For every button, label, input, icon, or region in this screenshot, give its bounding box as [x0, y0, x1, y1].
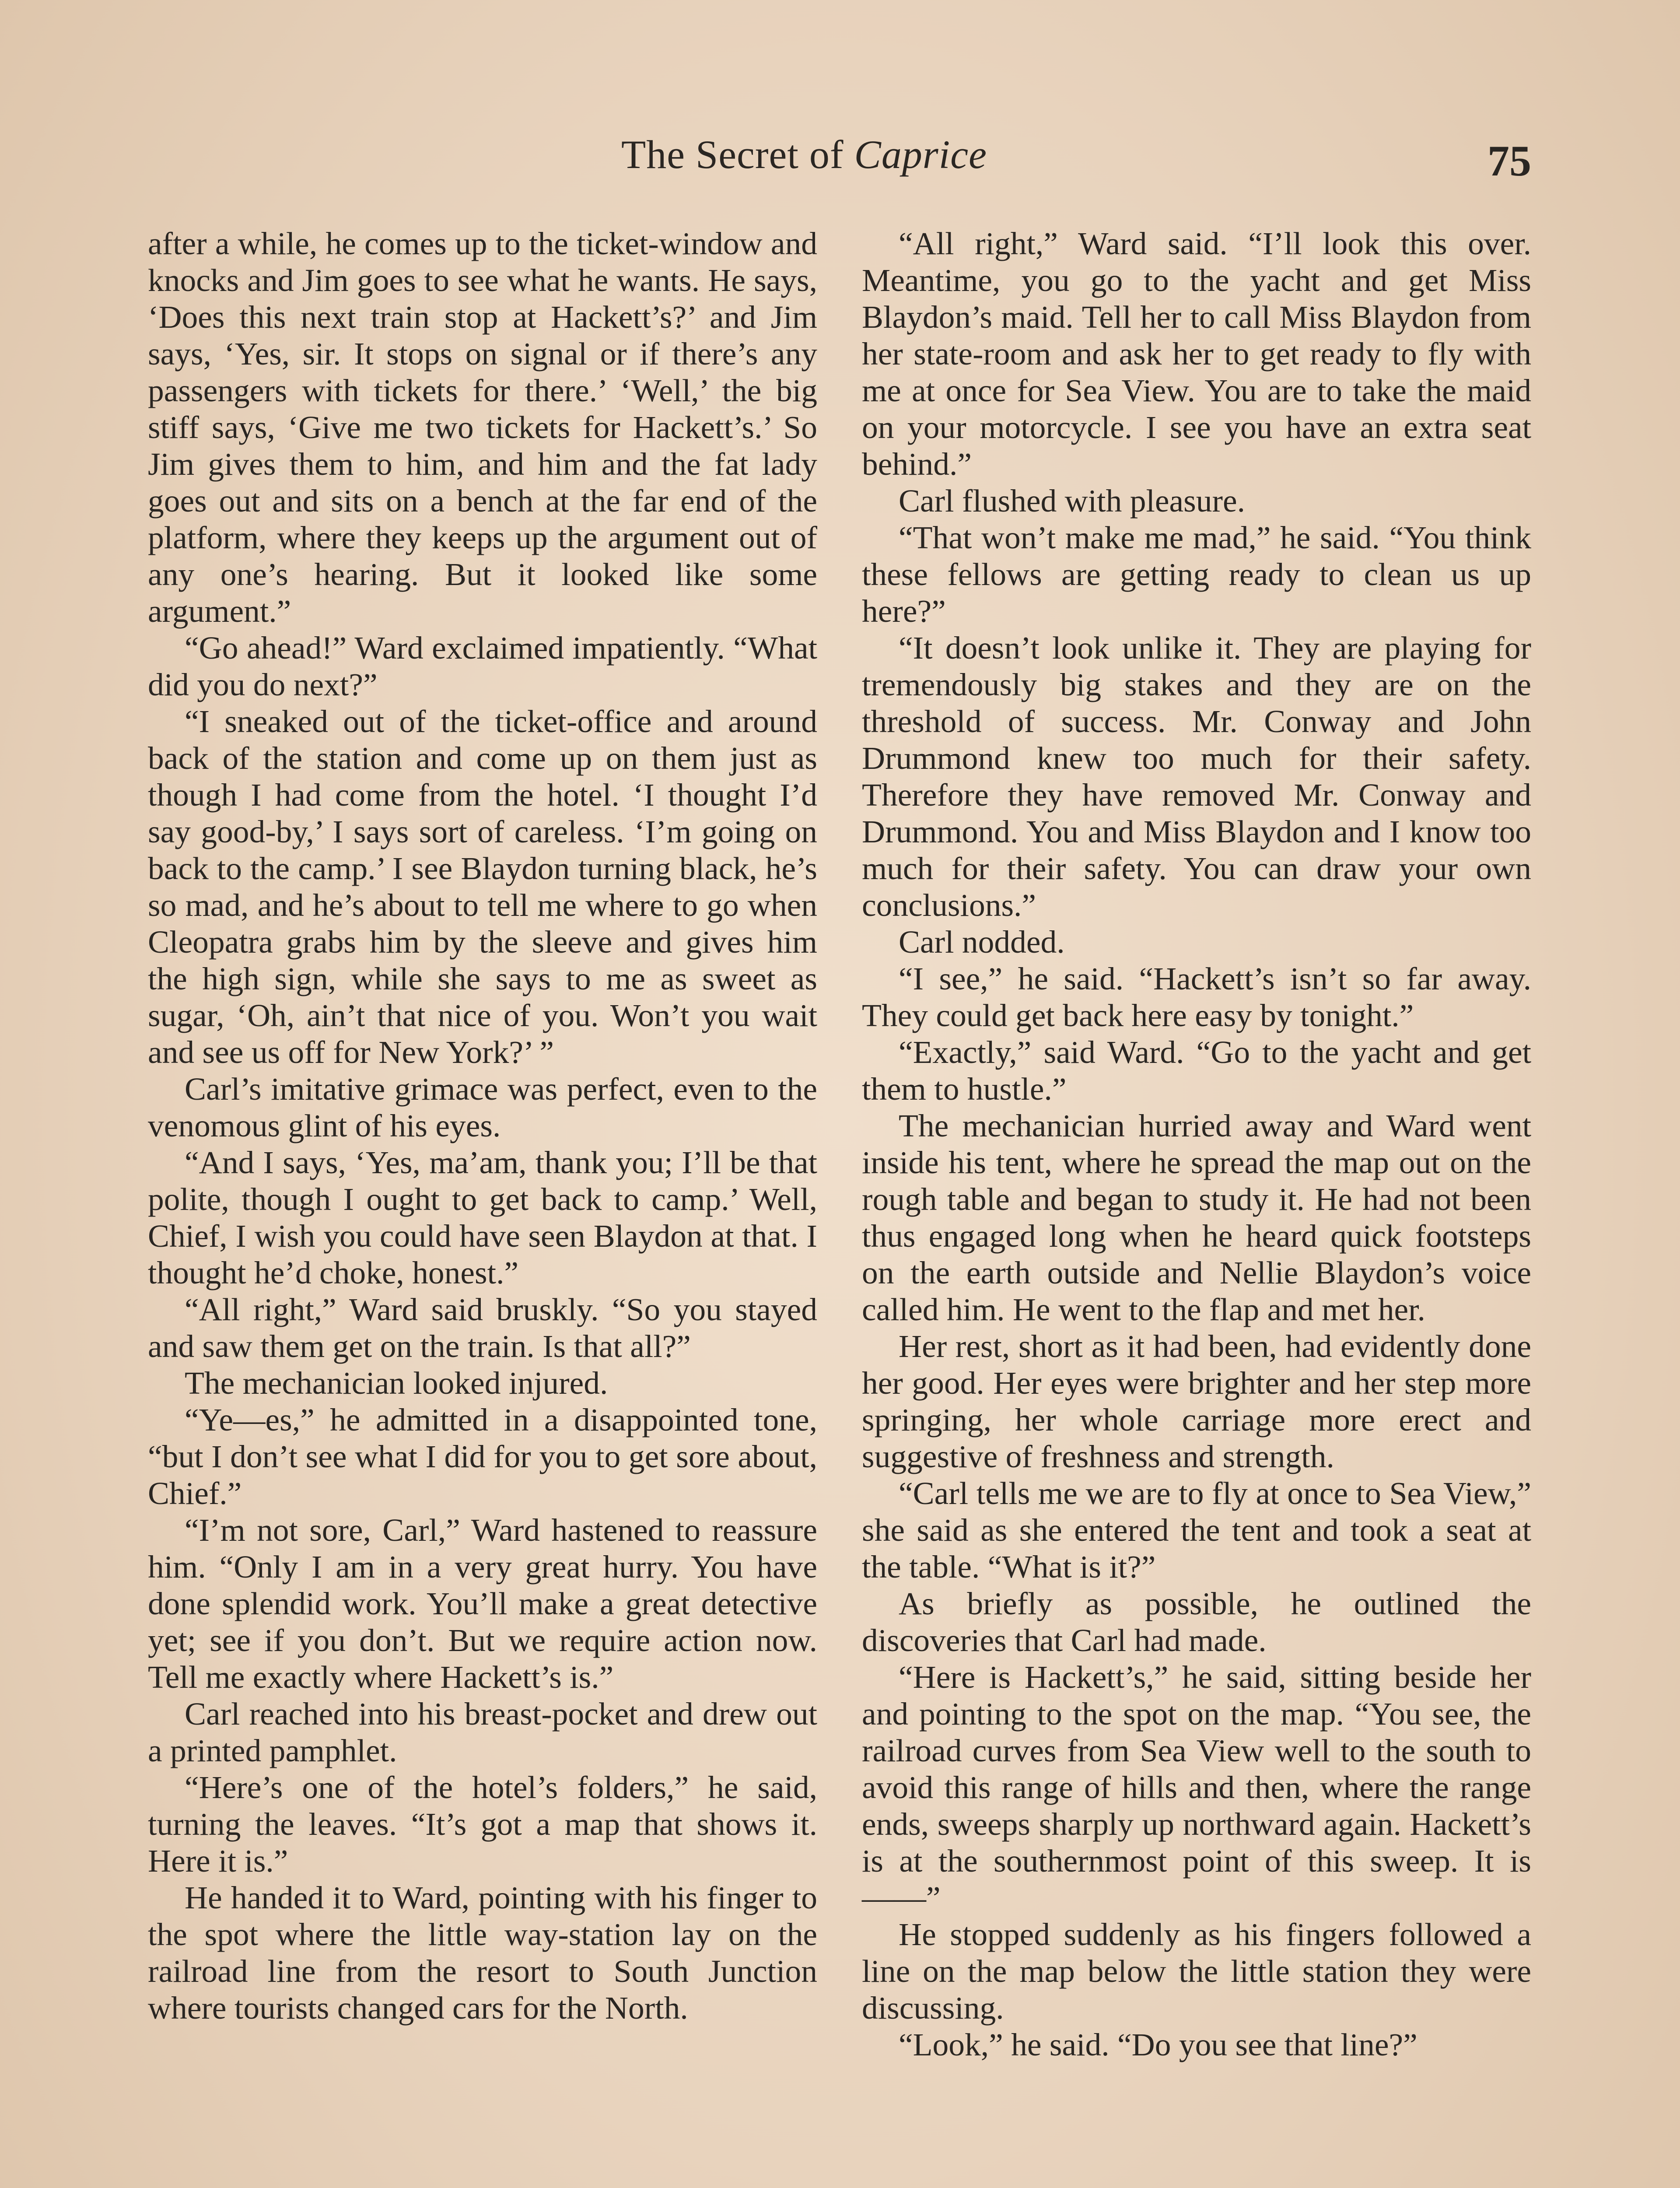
paragraph: He stopped suddenly as his fingers followed a line on the map below the little station they were discussing.	[862, 1917, 1531, 2026]
paragraph: Carl flushed with pleasure.	[899, 483, 1245, 519]
paragraph: “I’m not sore, Carl,” Ward hastened to reassure him. “Only I am in a very great hurry. You have done splendid work. You’ll make a great detective yet; see if you don’t. But we require action now. Tell me exactly where Hackett’s is.”	[148, 1512, 817, 1695]
paragraph: “Exactly,” said Ward. “Go to the yacht and get them to hustle.”	[862, 1034, 1531, 1107]
paragraph: “Here’s one of the hotel’s folders,” he said, turning the leaves. “It’s got a map that shows it. Here it is.”	[148, 1770, 817, 1879]
paragraph: “It doesn’t look unlike it. They are playing for tremendously big stakes and they are on the threshold of success. Mr. Conway and John Drummond knew too much for their safety. Therefore they have removed Mr. Conway and Drummond. You and Miss Blaydon and I know too much for their safety. You can draw your own conclusions.”	[862, 630, 1531, 923]
page-number: 75	[1488, 137, 1531, 185]
left-column	[148, 225, 817, 2027]
paragraph: Carl nodded.	[899, 924, 1065, 960]
paragraph: “Go ahead!” Ward exclaimed impatiently. “What did you do next?”	[148, 630, 817, 702]
paragraph: As briefly as possible, he outlined the discoveries that Carl had made.	[862, 1586, 1531, 1658]
paragraph: “Look,” he said. “Do you see that line?”	[899, 2027, 1418, 2062]
paragraph: “And I says, ‘Yes, ma’am, thank you; I’ll be that polite, though I ought to get back to camp.’ Well, Chief, I wish you could have seen Blaydon at that. I thought he’d choke, honest.”	[148, 1145, 817, 1290]
paragraph: “Here is Hackett’s,” he said, sitting beside her and pointing to the spot on the map. “You see, the railroad curves from Sea View well to the south to avoid this range of hills and then, where the range ends, sweeps sharply up northward again. Hackett’s is at the southernmost point of this sweep. It is——”	[862, 1659, 1531, 1915]
page-header	[0, 131, 1680, 184]
paragraph: Carl reached into his breast-pocket and drew out a printed pamphlet.	[148, 1696, 817, 1768]
paragraph: He handed it to Ward, pointing with his finger to the spot where the little way-station lay on the railroad line from the resort to South Junction where tourists changed cars for the North.	[148, 1880, 817, 2026]
paragraph: The mechanician looked injured.	[185, 1365, 608, 1401]
paragraph: Carl’s imitative grimace was perfect, even to the venomous glint of his eyes.	[148, 1071, 817, 1143]
paragraph: after a while, he comes up to the ticket-window and knocks and Jim goes to see what he wants. He says, ‘Does this next train stop at Hackett’s?’ and Jim says, ‘Yes, sir. It stops on signal or if there’s any passengers with tickets for there.’ ‘Well,’ the big stiff says, ‘Give me two tickets for Hackett’s.’ So Jim gives them to him, and him and the fat lady goes out and sits on a bench at the far end of the platform, where they keeps up the argument out of any one’s hearing. But it looked like some argument.”	[148, 226, 817, 629]
paragraph: The mechanician hurried away and Ward went inside his tent, where he spread the map out on the rough table and began to study it. He had not been thus engaged long when he heard quick footsteps on the earth outside and Nellie Blaydon’s voice called him. He went to the flap and met her.	[862, 1108, 1531, 1327]
paragraph: “I see,” he said. “Hackett’s isn’t so far away. They could get back here easy by tonight.”	[862, 961, 1531, 1033]
right-column	[862, 225, 1531, 2063]
paragraph: “Carl tells me we are to fly at once to Sea View,” she said as she entered the tent and took a seat at the table. “What is it?”	[862, 1476, 1531, 1585]
paragraph: “Ye—es,” he admitted in a disappointed tone, “but I don’t see what I did for you to get sore about, Chief.”	[148, 1402, 817, 1511]
running-title-prefix: The Secret of	[621, 132, 854, 177]
running-title	[621, 131, 987, 178]
paragraph: “I sneaked out of the ticket-office and around back of the station and come up on them just as though I had come from the hotel. ‘I thought I’d say good-by,’ I says sort of careless. ‘I’m going on back to the camp.’ I see Blaydon turning black, he’s so mad, and he’s about to tell me where to go when Cleopatra grabs him by the sleeve and gives him the high sign, while she says to me as sweet as sugar, ‘Oh, ain’t that nice of you. Won’t you wait and see us off for New York?’ ”	[148, 704, 817, 1070]
paragraph: “All right,” Ward said. “I’ll look this over. Meantime, you go to the yacht and get Miss Blaydon’s maid. Tell her to call Miss Blaydon from her state-room and ask her to get ready to fly with me at once for Sea View. You are to take the maid on your motorcycle. I see you have an extra seat behind.”	[862, 226, 1531, 482]
paragraph: “That won’t make me mad,” he said. “You think these fellows are getting ready to clean us up here?”	[862, 520, 1531, 629]
running-title-italic: Caprice	[854, 132, 987, 177]
paragraph: Her rest, short as it had been, had evidently done her good. Her eyes were brighter and her step more springing, her whole carriage more erect and suggestive of freshness and strength.	[862, 1329, 1531, 1474]
paragraph: “All right,” Ward said bruskly. “So you stayed and saw them get on the train. Is that all?”	[148, 1292, 817, 1364]
